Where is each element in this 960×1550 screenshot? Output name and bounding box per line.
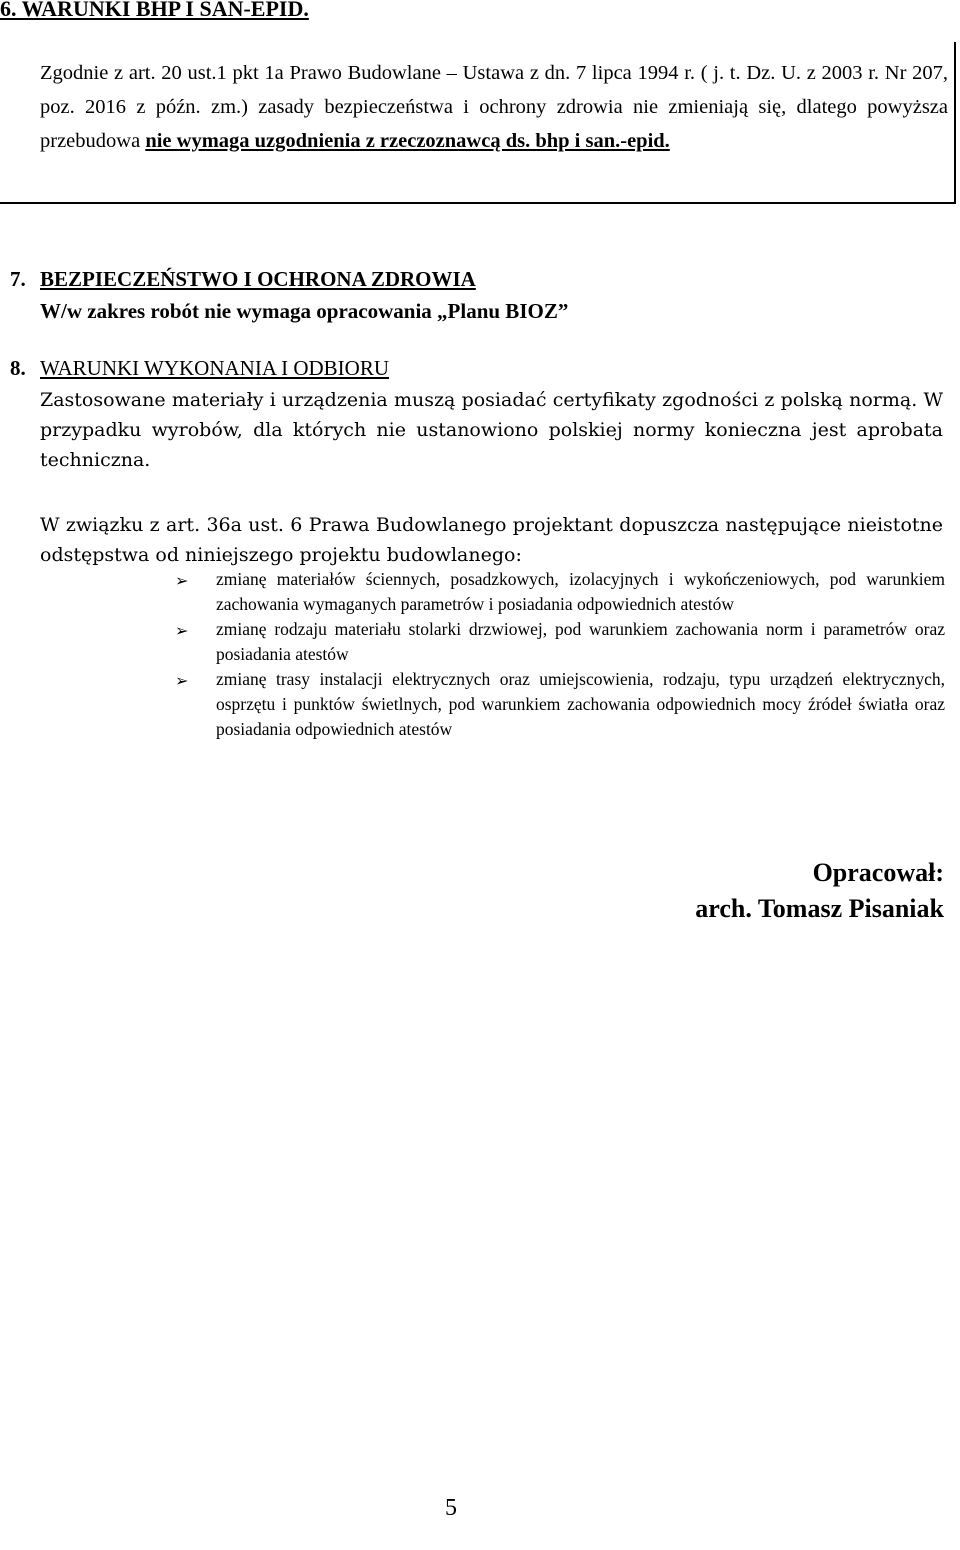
page-number: 5 bbox=[445, 1495, 457, 1521]
section-6-text bbox=[40, 56, 948, 158]
list-item bbox=[175, 567, 945, 617]
section-7-heading bbox=[10, 267, 476, 292]
section-8-title: WARUNKI WYKONANIA I ODBIORU bbox=[40, 356, 390, 380]
list-item-text: zmianę trasy instalacji elektrycznych oraz umiejscowienia, rodzaju, typu urządzeń elektrycznych, osprzętu i punktów świetlnych, pod warunkiem zachowania odpowiednich mocy źródeł światła oraz posiadania odpowiednich atestów bbox=[216, 669, 945, 739]
list-item-text: zmianę rodzaju materiału stolarki drzwiowej, pod warunkiem zachowania norm i parametrów oraz posiadania atestów bbox=[216, 619, 945, 664]
section-8-paragraph-1: Zastosowane materiały i urządzenia muszą posiadać certyfikaty zgodności z polską normą. W przypadku wyrobów, dla których nie ustanowiono polskiej normy konieczna jest aprobata techniczna. bbox=[40, 389, 943, 471]
signature-block bbox=[695, 855, 944, 927]
arrowhead-bullet-icon: ➢ bbox=[175, 571, 189, 590]
signature-name: arch. Tomasz Pisaniak bbox=[695, 894, 944, 923]
arrowhead-bullet-icon: ➢ bbox=[175, 671, 189, 690]
section-6-text-bold: nie wymaga uzgodnienia z rzeczoznawcą ds. bhp i san.-epid. bbox=[145, 130, 670, 152]
section-7-number: 7. bbox=[10, 267, 26, 291]
section-6-text-plain: Zgodnie z art. 20 ust.1 pkt 1a Prawo Budowlane – Ustawa z dn. 7 lipca 1994 r. ( j. t. Dz. U. z 2003 r. Nr 207, poz. 2016 z późn. zm.) zasady bezpieczeństwa i ochrony zdrowia nie zmieniają się, dlatego powyższa przebudowa bbox=[40, 62, 948, 152]
list-item bbox=[175, 617, 945, 667]
section-8-number: 8. bbox=[10, 356, 26, 380]
section-7-line: W/w zakres robót nie wymaga opracowania „Planu BIOZ” bbox=[40, 299, 569, 323]
list-item bbox=[175, 667, 945, 742]
section-8-paragraph-2: W związku z art. 36a ust. 6 Prawa Budowlanego projektant dopuszcza następujące nieistotne odstępstwa od niniejszego projektu budowlanego: bbox=[40, 514, 943, 566]
section-6-heading: 6. WARUNKI BHP I SAN-EPID. bbox=[0, 0, 309, 21]
arrowhead-bullet-icon: ➢ bbox=[175, 621, 189, 640]
section-8-heading bbox=[10, 356, 389, 381]
deviation-list bbox=[175, 567, 945, 742]
section-7-title: BEZPIECZEŃSTWO I OCHRONA ZDROWIA bbox=[40, 267, 476, 291]
signature-label: Opracował: bbox=[812, 858, 944, 887]
list-item-text: zmianę materiałów ściennych, posadzkowych, izolacyjnych i wykończeniowych, pod warunkiem zachowania wymaganych parametrów i posiadania odpowiednich atestów bbox=[216, 569, 945, 614]
